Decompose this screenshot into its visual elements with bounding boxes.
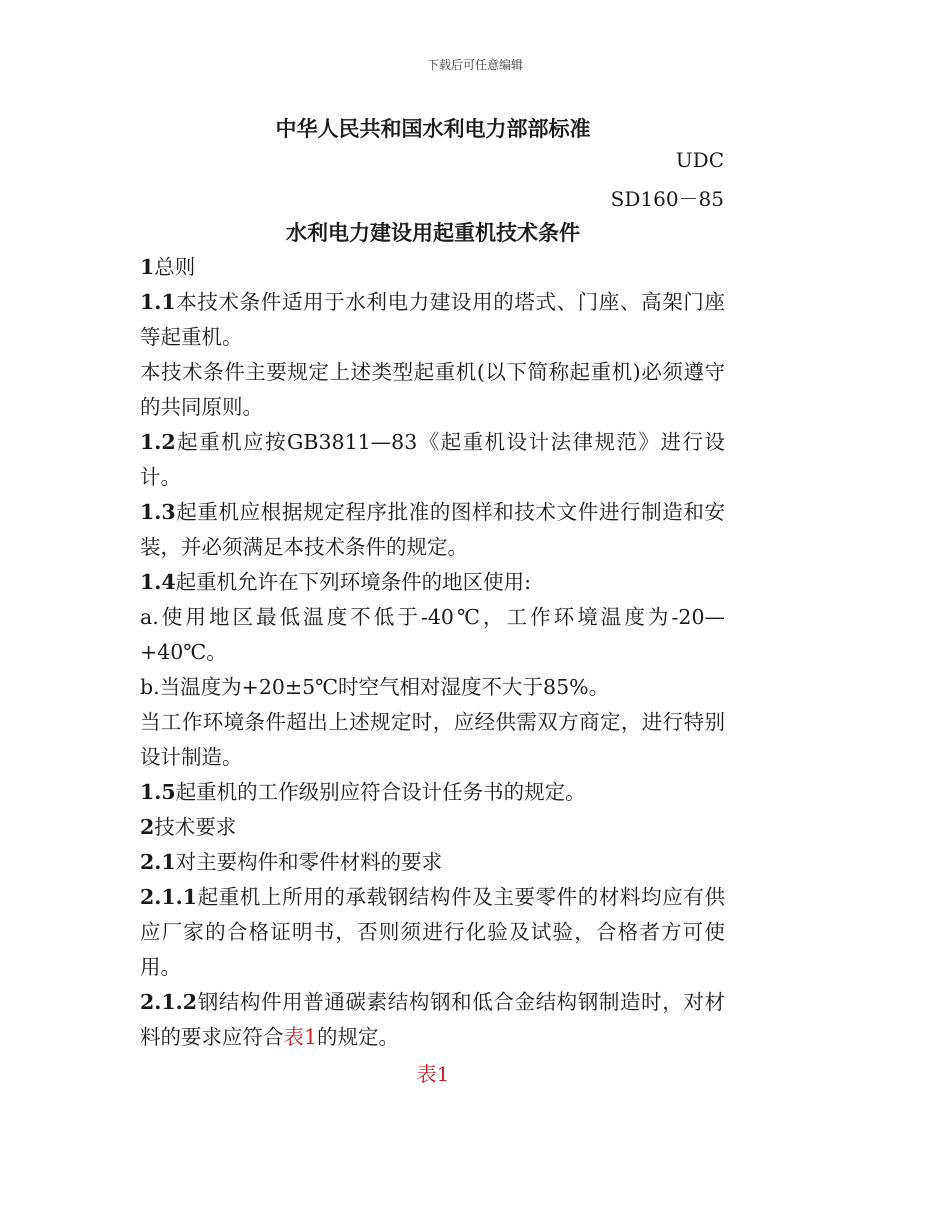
section-number: 2.1 <box>140 850 176 874</box>
table-1-link[interactable]: 表1 <box>283 1025 318 1049</box>
header-note: 下载后可任意编辑 <box>426 58 523 72</box>
standard-code: SD160－85 <box>610 187 724 211</box>
clause-1-3 <box>140 495 725 565</box>
section-text: 本技术条件主要规定上述类型起重机(以下简称起重机)必须遵守的共同原则。 <box>140 360 725 419</box>
paragraph <box>140 355 725 425</box>
section-text: 起重机允许在下列环境条件的地区使用: <box>175 570 532 594</box>
section-number: 2.1.2 <box>140 990 198 1014</box>
clause-2-1-1 <box>140 880 725 985</box>
section-2 <box>140 810 725 845</box>
item-a <box>140 600 725 670</box>
section-number: 1.1 <box>140 290 176 314</box>
clause-2-1-2 <box>140 985 725 1055</box>
section-number: 1.2 <box>140 430 176 454</box>
section-number: 1.3 <box>140 500 176 524</box>
section-text: 技术要求 <box>154 815 237 839</box>
section-text: 对主要构件和零件材料的要求 <box>175 850 443 874</box>
section-text: b.当温度为+20±5℃时空气相对湿度不大于85%。 <box>140 675 610 699</box>
document-title: 中华人民共和国水利电力部部标准 <box>275 117 591 141</box>
section-text: 本技术条件适用于水利电力建设用的塔式、门座、高架门座等起重机。 <box>140 290 725 349</box>
section-text: 的规定。 <box>317 1025 400 1049</box>
section-number: 1.5 <box>140 780 176 804</box>
clause-1-4 <box>140 565 725 600</box>
clause-1-2 <box>140 425 725 495</box>
clause-1-5 <box>140 775 725 810</box>
section-text: a.使用地区最低温度不低于-40℃，工作环境温度为-20—+40℃。 <box>140 605 725 664</box>
section-text: 当工作环境条件超出上述规定时，应经供需双方商定，进行特别设计制造。 <box>140 710 725 769</box>
section-text: 起重机应按GB3811—83《起重机设计法律规范》进行设计。 <box>140 430 725 489</box>
document-subtitle: 水利电力建设用起重机技术条件 <box>286 221 580 245</box>
section-text: 起重机的工作级别应符合设计任务书的规定。 <box>175 780 586 804</box>
section-text: 总则 <box>154 255 196 279</box>
section-number: 1 <box>140 255 155 279</box>
section-number: 2 <box>140 815 155 839</box>
clause-1-1 <box>140 285 725 355</box>
section-number: 2.1.1 <box>140 885 198 909</box>
section-1 <box>140 250 725 285</box>
section-text: 钢结构件用普通碳素结构钢和低合金结构钢制造时，对材料的要求应符合 <box>140 990 725 1049</box>
section-text: 起重机上所用的承载钢结构件及主要零件的材料均应有供应厂家的合格证明书，否则须进行化验及试验，合格者方可使用。 <box>140 885 725 979</box>
section-text: 起重机应根据规定程序批准的图样和技术文件进行制造和安装，并必须满足本技术条件的规定。 <box>140 500 725 559</box>
document-body <box>140 250 725 1055</box>
section-number: 1.4 <box>140 570 176 594</box>
clause-2-1 <box>140 845 725 880</box>
udc-label: UDC <box>675 148 724 172</box>
paragraph <box>140 705 725 775</box>
table-caption: 表1 <box>416 1062 450 1086</box>
item-b <box>140 670 725 705</box>
